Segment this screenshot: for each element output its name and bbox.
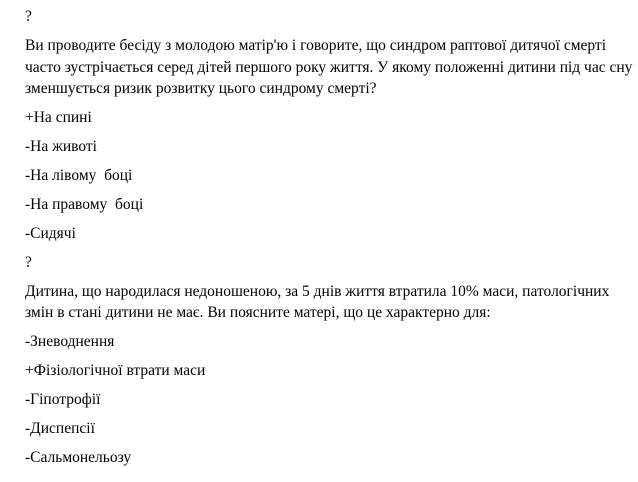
answer-option: -Зневоднення xyxy=(25,332,115,350)
answer-option: -На животі xyxy=(25,137,97,155)
question-text: Дитина, що народилася недоношеною, за 5 днів життя втратила 10% маси, патологічних змін в стані дитини не має. Ви поясните матері, що це характерно для: xyxy=(25,282,614,321)
answer-option: -На правому боці xyxy=(25,195,144,213)
question-text: Ви проводите бесіду з молодою матір'ю і говорите, що синдром раптової дитячої смерті часто зустрічається серед дітей першого року життя. У якому положенні дитини під час сну зменшується ризик розвитку цього синдрому смерті? xyxy=(25,37,637,97)
answer-option: -Гіпотрофії xyxy=(25,390,101,408)
answer-option: -Сидячі xyxy=(25,224,76,242)
answer-option: -Сальмонельозу xyxy=(25,448,132,466)
answer-option: -Диспепсії xyxy=(25,419,95,437)
question-marker: ? xyxy=(25,8,32,25)
answer-option: +Фізіологічної втрати маси xyxy=(25,361,206,379)
question-marker: ? xyxy=(25,253,32,271)
answer-option: +На спині xyxy=(25,108,92,126)
document-body xyxy=(25,6,635,476)
answer-option: -На лівому боці xyxy=(25,166,133,184)
